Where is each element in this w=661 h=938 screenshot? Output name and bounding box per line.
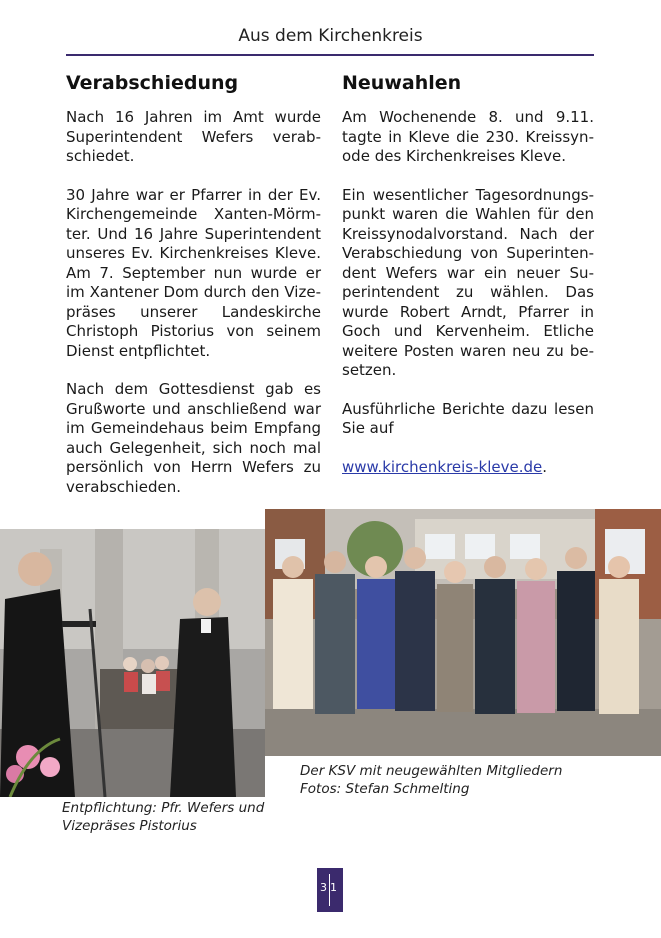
caption-group-photo: [300, 762, 600, 798]
photo-entpflichtung: [0, 529, 265, 797]
page-number-badge: [317, 868, 343, 912]
link-suffix: .: [542, 457, 548, 476]
photo-ksv-group: [265, 509, 661, 756]
article-paragraph: Am Wochenende 8. und 9.11. tagte in Kleve die 230. Kreissynode des Kirchenkreises Kleve.: [342, 108, 594, 165]
photo-credit: Fotos: Stefan Schmelting: [300, 781, 470, 797]
page-number: 31: [320, 881, 340, 894]
caption-line: Der KSV mit neugewählten Mitgliedern: [300, 763, 563, 779]
caption-ceremony-photo: Entpflichtung: Pfr. Wefers und Vizepräses Pistorius: [62, 800, 265, 834]
website-link[interactable]: www.kirchenkreis-kleve.de: [342, 457, 543, 476]
article-paragraph: Nach 16 Jahren im Amt wurde Superintendent Wefers verabschiedet.: [66, 108, 321, 165]
link-paragraph: [342, 458, 594, 478]
article-heading: Verabschiedung: [66, 72, 239, 94]
article-paragraph: Ein wesentlicher Tagesordnungspunkt waren die Wahlen für den Kreissynodalvorstand. Nach der Verabschiedung von Superintendent Wefers war ein neuer Superintendent zu wählen. Das wurde Robert Arndt, Pfarrer in Goch und Kervenheim. Etliche weitere Posten waren neu zu besetzen.: [342, 185, 594, 379]
section-title: Aus dem Kirchenkreis: [238, 26, 423, 46]
article-heading: Neuwahlen: [342, 72, 462, 94]
article-neuwahlen: [342, 72, 594, 496]
article-paragraph: 30 Jahre war er Pfarrer in der Ev. Kirchengemeinde Xanten-Mörmter. Und 16 Jahre Superintendent unseres Ev. Kirchenkreises Kleve. Am 7. September nun wurde er im Xantener Dom durch den Vizepräses unserer Landeskirche Christoph Pistorius von seinem Dienst entpflichtet.: [66, 185, 321, 360]
church-ceremony-image: [0, 529, 265, 797]
article-verabschiedung: [66, 72, 321, 516]
article-paragraph: Ausführliche Berichte dazu lesen Sie auf: [342, 399, 594, 437]
group-photo-image: [265, 509, 661, 756]
article-paragraph: Nach dem Gottesdienst gab es Grußworte und anschließend war im Gemeindehaus beim Empfang auch Gelegenheit, sich noch mal persönlich von Herrn Wefers zu verabschieden.: [66, 380, 321, 496]
header-divider: [66, 54, 594, 56]
